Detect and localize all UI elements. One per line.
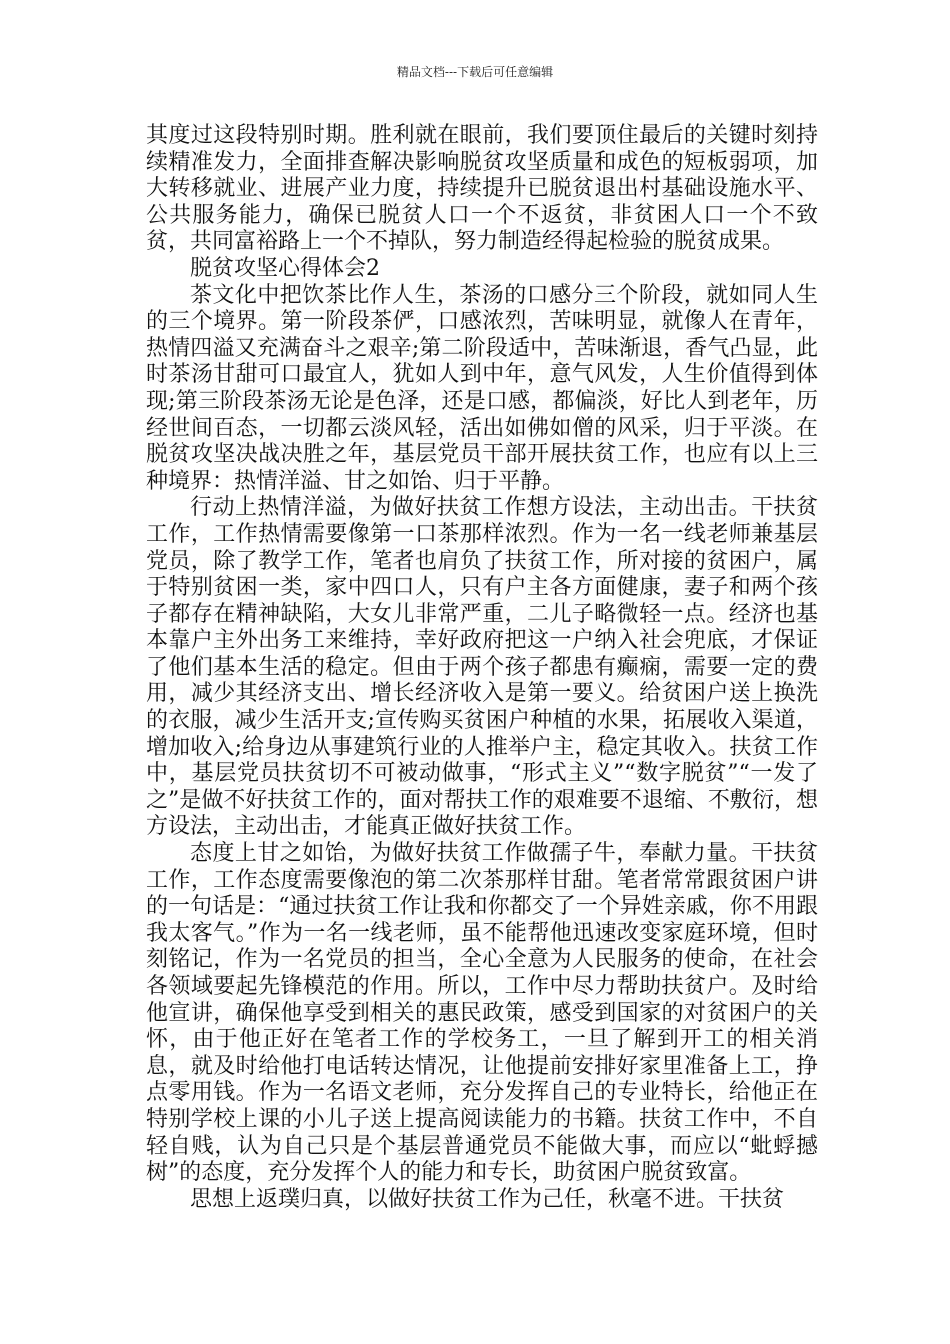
paragraph-action-enthusiasm: 行动上热情洋溢，为做好扶贫工作想方设法，主动出击。干扶贫工作，工作热情需要像第一口茶那样浓烈。作为一名一线老师兼基层党员，除了教学工作，笔者也肩负了扶贫工作，所对接的贫困户，属于特别贫困一类，家中四口人，只有户主各方面健康，妻子和两个孩子都存在精神缺陷，大女儿非常严重，二儿子略微轻一点。经济也基本靠户主外出务工来维持，幸好政府把这一户纳入社会兜底，才保证了他们基本生活的稳定。但由于两个孩子都患有癫痫，需要一定的费用，减少其经济支出、增长经济收入是第一要义。给贫困户送上换洗的衣服，减少生活开支;宣传购买贫困户种植的水果，拓展收入渠道，增加收入;给身边从事建筑行业的人推举户主，稳定其收入。扶贫工作中，基层党员扶贫切不可被动做事，“形式主义”“数字脱贫”“一发了之”是做不好扶贫工作的，面对帮扶工作的艰难要不退缩、不敷衍，想方设法，主动出击，才能真正做好扶贫工作。 [146,495,818,840]
document-body [146,123,818,1213]
paragraph-attitude-sweetness: 态度上甘之如饴，为做好扶贫工作做孺子牛，奉献力量。干扶贫工作，工作态度需要像泡的第二次茶那样甘甜。笔者常常跟贫困户讲的一句话是：“通过扶贫工作让我和你都交了一个异姓亲戚，你不用跟我太客气。”作为一名一线老师，虽不能帮他迅速改变家庭环境，但时刻铭记，作为一名党员的担当，全心全意为人民服务的使命，在社会各领域要起先锋模范的作用。所以，工作中尽力帮助扶贫户。及时给他宣讲，确保他享受到相关的惠民政策，感受到国家的对贫困户的关怀，由于他正好在笔者工作的学校务工，一旦了解到开工的相关消息，就及时给他打电话转达情况，让他提前安排好家里准备上工，挣点零用钱。作为一名语文老师，充分发挥自己的专业特长，给他正在特别学校上课的小儿子送上提高阅读能力的书籍。扶贫工作中，不自轻自贱，认为自己只是个基层普通党员不能做大事，而应以“蚍蜉撼树”的态度，充分发挥个人的能力和专长，助贫困户脱贫致富。 [146,841,818,1186]
paragraph-tea-metaphor: 茶文化中把饮茶比作人生，茶汤的口感分三个阶段，就如同人生的三个境界。第一阶段茶俨，口感浓烈，苦味明显，就像人在青年，热情四溢又充满奋斗之艰辛;第二阶段适中，苦味渐退，香气凸显，此时茶汤甘甜可口最宜人，犹如人到中年，意气风发，人生价值得到体现;第三阶段茶汤无论是色泽，还是口感，都偏淡，好比人到老年，历经世间百态，一切都云淡风轻，活出如佛如僧的风采，归于平淡。在脱贫攻坚决战决胜之年，基层党员干部开展扶贫工作，也应有以上三种境界：热情洋溢、甘之如饴、归于平静。 [146,282,818,494]
paragraph-thought-simplicity: 思想上返璞归真，以做好扶贫工作为己任，秋毫不进。干扶贫 [190,1186,785,1212]
page-header: 精品文档---下载后可任意编辑 [396,65,554,79]
paragraph-continuation: 其度过这段特别时期。胜利就在眼前，我们要顶住最后的关键时刻持续精准发力，全面排查解决影响脱贫攻坚质量和成色的短板弱项，加大转移就业、进展产业力度，持续提升已脱贫退出村基础设施水平、公共服务能力，确保已脱贫人口一个不返贫，非贫困人口一个不致贫，共同富裕路上一个不掉队，努力制造经得起检验的脱贫成果。 [146,123,818,255]
section-heading: 脱贫攻坚心得体会2 [190,255,380,281]
